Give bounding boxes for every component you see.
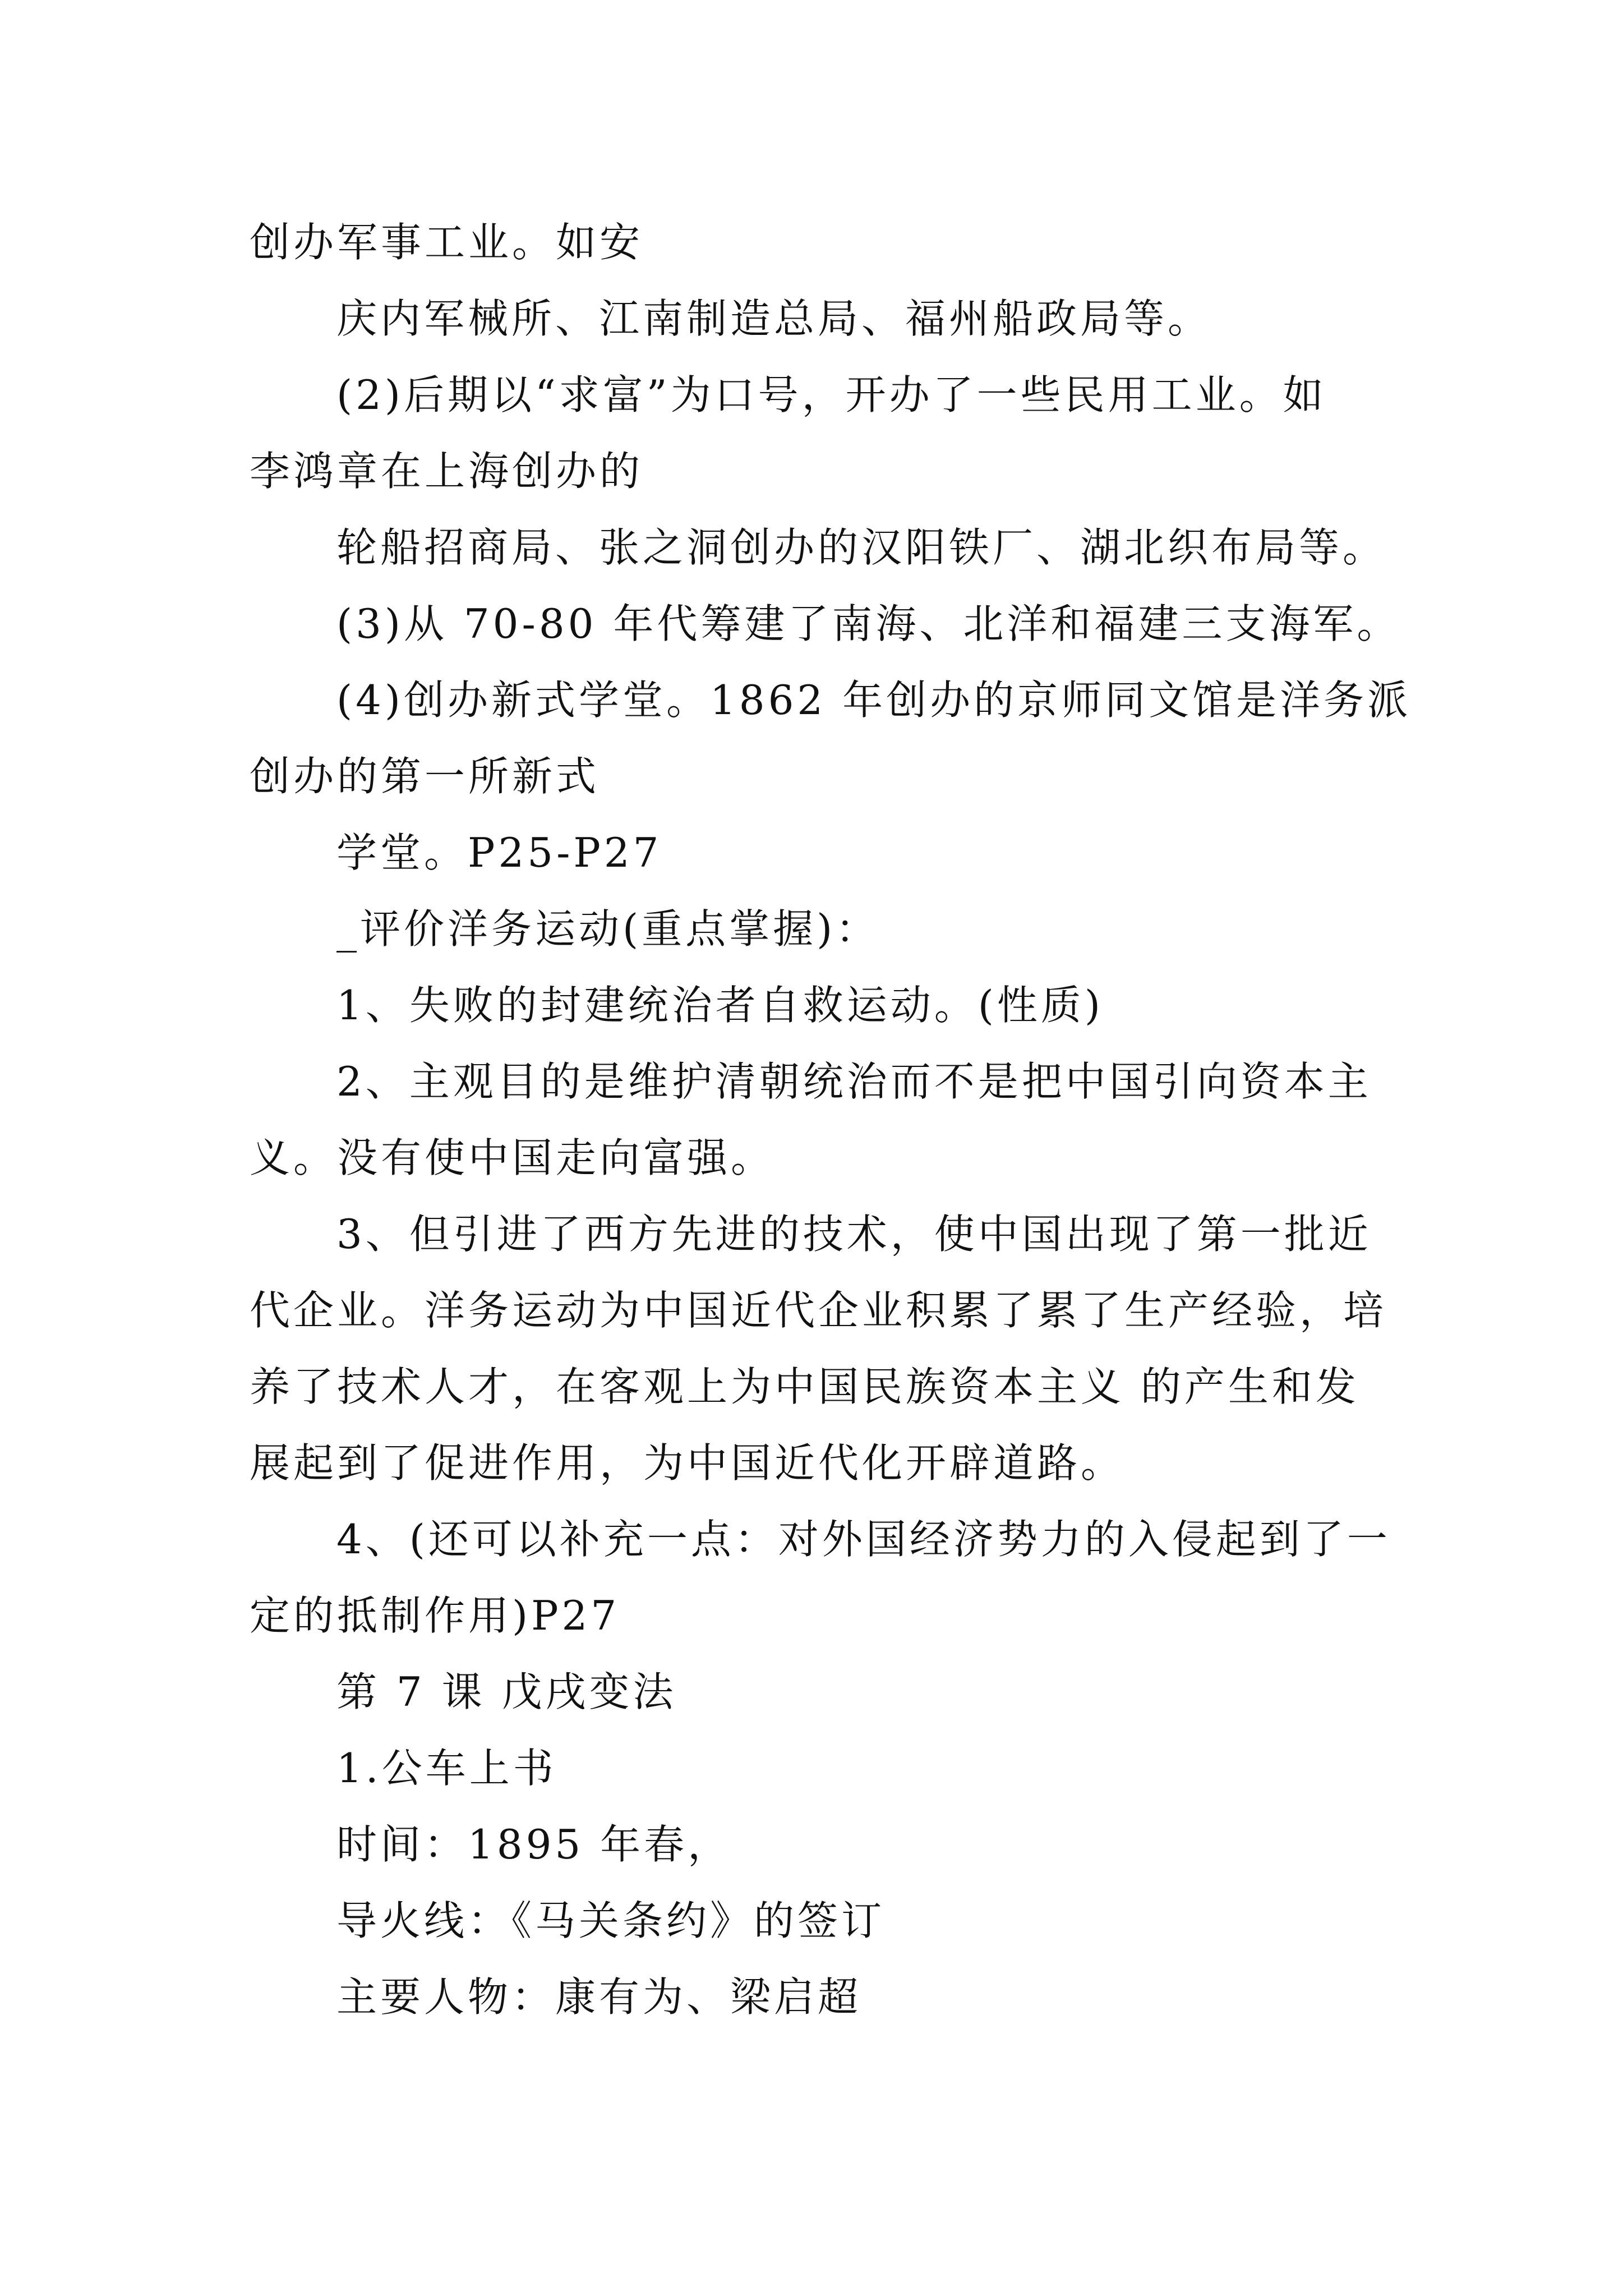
text-line: 导火线：《马关条约》的签订 xyxy=(336,1897,886,1944)
section-heading: _评价洋务运动(重点掌握)： xyxy=(336,905,880,953)
text-line: 主要人物：康有为、梁启超 xyxy=(336,1973,862,2021)
text-line: (4)创办新式学堂。1862 年创办的京师同文馆是洋务派 xyxy=(336,677,1412,724)
text-line: 1、失败的封建统治者自救运动。(性质) xyxy=(336,982,1104,1029)
text-line: (3)从 70-80 年代筹建了南海、北洋和福建三支海军。 xyxy=(336,600,1401,647)
text-line: 时间：1895 年春， xyxy=(336,1821,732,1868)
lesson-heading: 第 7 课 戊戌变法 xyxy=(336,1668,677,1715)
text-line: 代企业。洋务运动为中国近代企业积累了累了生产经验，培 xyxy=(250,1287,1387,1334)
text-line: 李鸿章在上海创办的 xyxy=(250,448,644,495)
text-line: 4、(还可以补充一点：对外国经济势力的入侵起到了一 xyxy=(336,1516,1391,1563)
text-line: 1.公车上书 xyxy=(336,1745,557,1792)
text-line: 展起到了促进作用，为中国近代化开辟道路。 xyxy=(250,1439,1125,1487)
text-line: 3、但引进了西方先进的技术，使中国出现了第一批近 xyxy=(336,1211,1372,1258)
text-line: 学堂。P25-P27 xyxy=(336,829,662,876)
text-line: 创办军事工业。如安 xyxy=(250,219,644,266)
text-line: 义。没有使中国走向富强。 xyxy=(250,1134,775,1181)
text-line: 2、主观目的是维护清朝统治而不是把中国引向资本主 xyxy=(336,1058,1372,1105)
text-line: (2)后期以“求富”为口号，开办了一些民用工业。如 xyxy=(336,371,1327,418)
text-line: 轮船招商局、张之洞创办的汉阳铁厂、湖北织布局等。 xyxy=(336,524,1387,571)
text-line: 养了技术人才，在客观上为中国民族资本主义 的产生和发 xyxy=(250,1363,1359,1410)
text-line: 定的抵制作用)P27 xyxy=(250,1592,620,1639)
text-line: 庆内军械所、江南制造总局、福州船政局等。 xyxy=(336,295,1212,342)
text-line: 创办的第一所新式 xyxy=(250,753,600,800)
